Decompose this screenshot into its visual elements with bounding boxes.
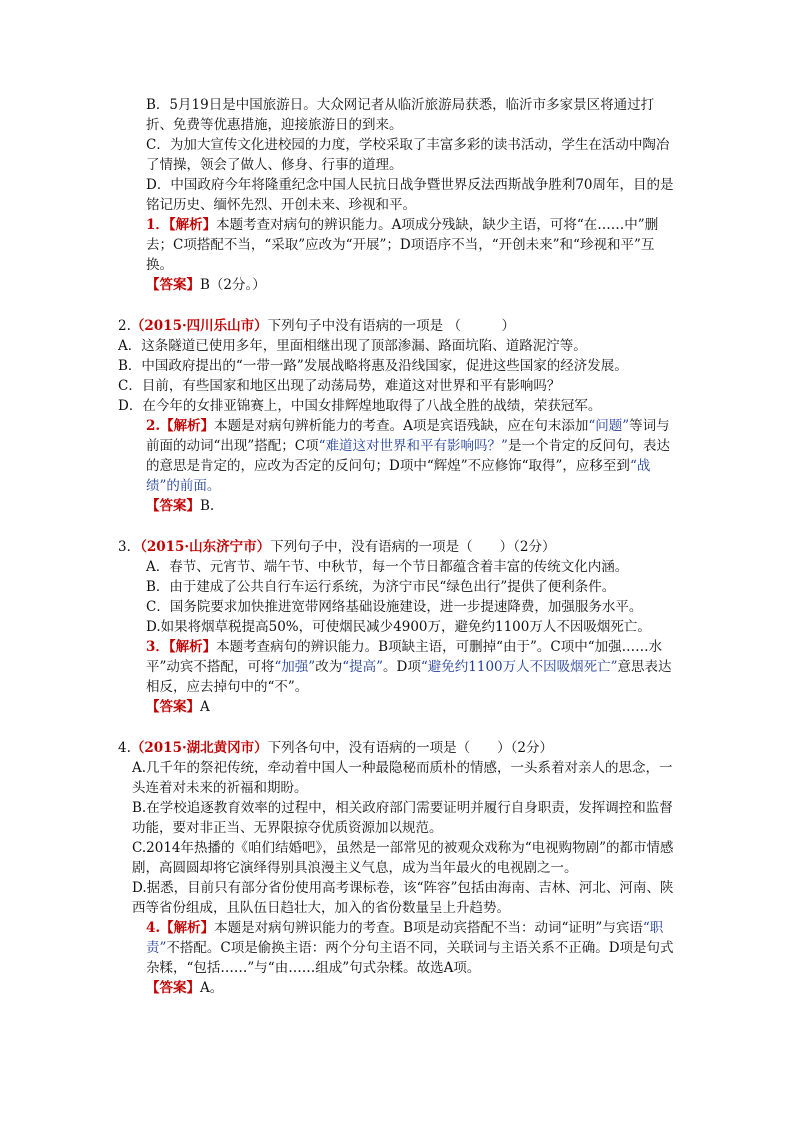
- question-stem: 下列句子中，没有语病的一项是（ ）（2分）: [270, 539, 556, 555]
- option-b: B．中国政府提出的“一带一路”发展战略将惠及沿线国家，促进这些国家的经济发展。: [118, 358, 628, 374]
- solution-text: 本题是对病句辨识能力的考查。B项是动宾搭配不当：动词“证明”与宾语: [214, 920, 643, 936]
- solution-text: 。D项: [383, 659, 421, 675]
- solution-number: 3．: [146, 639, 169, 655]
- option-c: C．目前，有些国家和地区出现了动荡局势，难道这对世界和平有影响吗？: [118, 378, 561, 394]
- solution-tag: 【解析】: [168, 217, 217, 233]
- question-3-title: [118, 537, 680, 557]
- solution-quote: “职责”: [146, 920, 664, 956]
- question-source: （2015·山东济宁市）: [140, 539, 271, 555]
- solution-quote: “加强”: [274, 659, 316, 675]
- answer-text: B.: [200, 498, 215, 514]
- solution-text: 本题考查对病句的辨识能力。A项成分残缺，缺少主语，可将“在……中”删去；C项搭配不当，“采取”应改为“开展”；D项语序不当，“开创未来”和“珍视和平”互换。: [146, 217, 659, 273]
- answer-text: A: [200, 699, 210, 715]
- option-d: D．在今年的女排亚锦赛上，中国女排辉煌地取得了八战全胜的战绩，荣获冠军。: [118, 398, 602, 414]
- question-number: 4.: [118, 740, 131, 756]
- option-a: A．这条隧道已使用多年，里面相继出现了顶部渗漏、路面坑陷、道路泥泞等。: [118, 338, 587, 354]
- answer-text: B（2分。）: [200, 277, 266, 293]
- option-b: B.在学校追逐教育效率的过程中，相关政府部门需要证明并履行自身职责，发挥调控和监督功能，要对非正当、无界限掠夺优质资源加以规范。: [132, 800, 673, 836]
- option-c: C.2014年热播的《咱们结婚吧》，虽然是一部常见的被观众戏称为“电视购物剧”的都市情感剧，高圆圆却将它演绎得别具浪漫主义气息，成为当年最火的电视剧之一。: [132, 840, 674, 876]
- option-c: C．国务院要求加快推进宽带网络基础设施建设，进一步提速降费，加强服务水平。: [146, 599, 643, 615]
- answer: [118, 697, 680, 717]
- solution-text: 本题考查病句的辨识能力。B项缺主语，可删掉“由于”。C项中“加强……水平”动宾不搭配，可将: [146, 639, 663, 675]
- option-b: B．由于建成了公共自行车运行系统，为济宁市民“绿色出行”提供了便利条件。: [146, 579, 616, 595]
- answer-tag: 【答案】: [146, 498, 200, 514]
- solution-quote: “难道这对世界和平有影响吗？”: [318, 438, 508, 454]
- question-2-title: [118, 316, 680, 336]
- option-d: D.据悉，目前只有部分省份使用高考课标卷，该“阵容”包括由海南、吉林、河北、河南、陕西等省份组成，且队伍日趋壮大，加入的省份数量呈上升趋势。: [132, 880, 674, 916]
- solution-text: 是一个肯定的反问句，表达的意思是肯定的，应改为否定的反问句；D项中“辉煌”不应修饰“取得”，应移至到: [146, 438, 670, 474]
- solution: [118, 918, 680, 978]
- solution-number: 4.: [146, 920, 161, 936]
- answer: [118, 978, 680, 998]
- document-content: [118, 95, 680, 998]
- solution-quote: “提高”: [342, 659, 384, 675]
- question-source: （2015·四川乐山市）: [130, 318, 268, 334]
- solution: [118, 215, 680, 275]
- question-stem: 下列句子中没有语病的一项是 （ ）: [267, 318, 515, 334]
- solution-number: 2.: [146, 418, 161, 434]
- question-number: 3．: [118, 539, 141, 555]
- question-source: （2015·湖北黄冈市）: [130, 740, 268, 756]
- option-d: D．中国政府今年将隆重纪念中国人民抗日战争暨世界反法西斯战争胜利70周年，目的是铭记历史、缅怀先烈、开创未来、珍视和平。: [146, 177, 674, 213]
- solution-quote: “战绩”的前面。: [146, 458, 651, 494]
- answer: [118, 275, 680, 295]
- solution-text: 意思表达相反，应去掉句中的“不”。: [146, 659, 672, 695]
- option-a: A.几千年的祭祀传统，牵动着中国人一种最隐秘而质朴的情感，一头系着对亲人的思念，一头连着对未来的祈福和期盼。: [132, 760, 673, 796]
- option-a: A．春节、元宵节、端午节、中秋节，每一个节日都蕴含着丰富的传统文化内涵。: [146, 559, 629, 575]
- answer-text: A。: [200, 980, 224, 996]
- solution-number: 1．: [146, 217, 169, 233]
- question-stem: 下列各句中，没有语病的一项是（ ）（2分）: [267, 740, 554, 756]
- solution-quote: “避免约1100万人不因吸烟死亡”: [420, 659, 618, 675]
- answer: [118, 496, 680, 516]
- option-c: C．为加大宣传文化进校园的力度，学校采取了丰富多彩的读书活动，学生在活动中陶冶了情操，领会了做人、修身、行事的道理。: [146, 137, 670, 173]
- answer-tag: 【答案】: [146, 277, 200, 293]
- solution-text: 本题是对病句辨析能力的考查。A项是宾语残缺，应在句末添加: [214, 418, 589, 434]
- solution-text: 不搭配。C项是偷换主语：两个分句主语不同，关联词与主语关系不正确。D项是句式杂糅，“包括……”与“由……组成”句式杂糅。故选A项。: [146, 940, 674, 976]
- question-number: 2.: [118, 318, 131, 334]
- option-d: D.如果将烟草税提高50%，可使烟民减少4900万，避免约1100万人不因吸烟死亡。: [146, 619, 651, 635]
- answer-tag: 【答案】: [146, 699, 200, 715]
- solution: [118, 416, 680, 496]
- solution-text: 等词与前面的动词“出现”搭配；C项: [146, 418, 670, 454]
- solution-quote: “问题”: [588, 418, 630, 434]
- solution-tag: 【解析】: [160, 418, 215, 434]
- option-b: B．5月19日是中国旅游日。大众网记者从临沂旅游局获悉，临沂市多家景区将通过打折、免费等优惠措施，迎接旅游日的到来。: [146, 97, 655, 133]
- answer-tag: 【答案】: [146, 980, 200, 996]
- solution-tag: 【解析】: [160, 920, 215, 936]
- solution-text: 改为: [315, 659, 343, 675]
- question-4-title: [118, 738, 680, 758]
- solution: [118, 637, 680, 697]
- solution-tag: 【解析】: [168, 639, 217, 655]
